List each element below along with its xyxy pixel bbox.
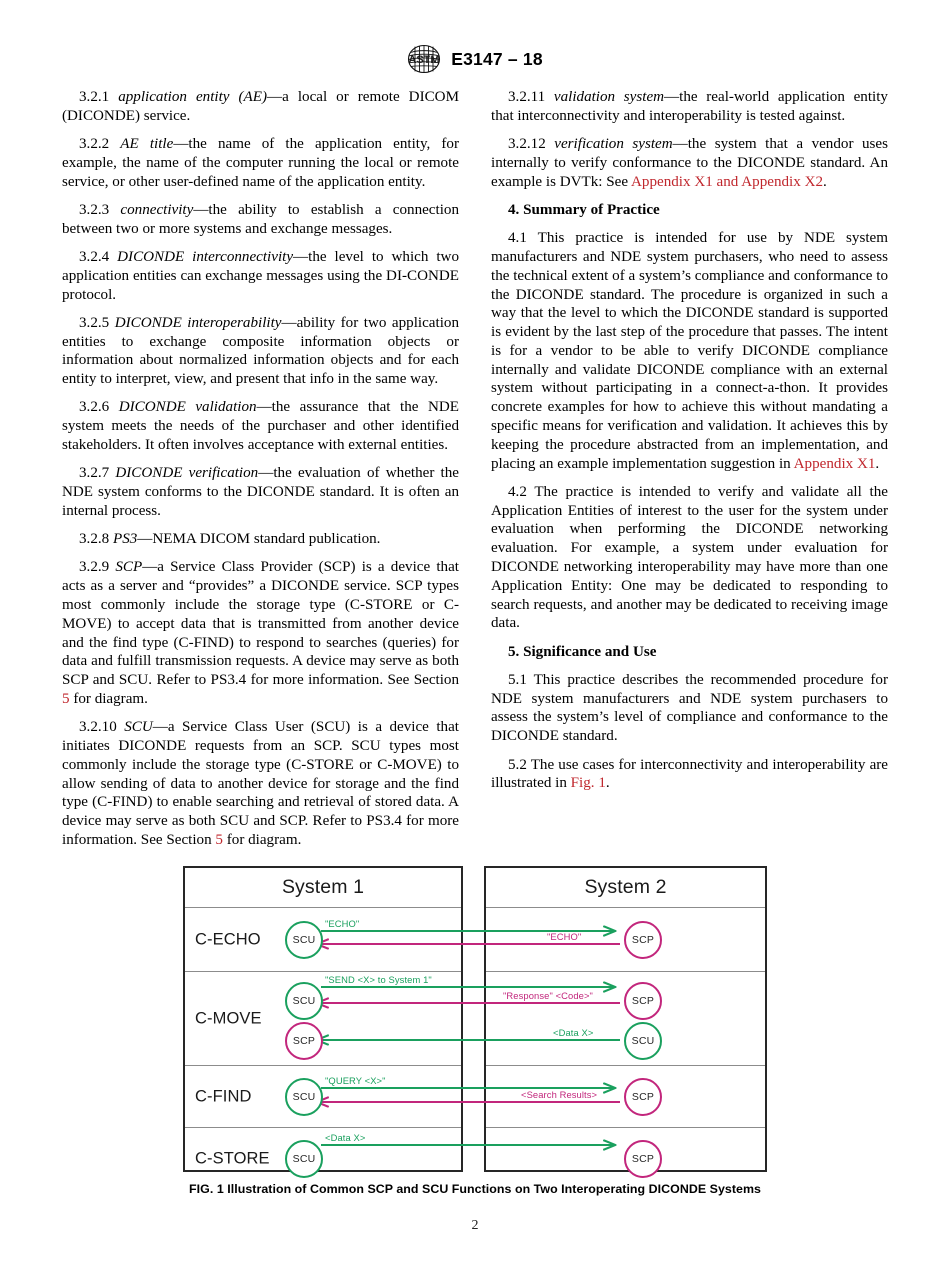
paragraph-3-2-12 — [491, 135, 888, 191]
row-label-c-find: C-FIND — [195, 1087, 252, 1105]
para-term: SCU — [124, 719, 153, 736]
para-term: DICONDE interoperability — [114, 314, 282, 331]
paragraph-3-2-5 — [62, 314, 459, 389]
paragraph-3-2-4 — [62, 248, 459, 304]
node-scp-store-right: SCP — [624, 1140, 662, 1178]
row-c-move-right — [486, 972, 765, 1066]
row-c-find-left — [185, 1066, 461, 1128]
para-number: 4.2 — [508, 483, 527, 500]
para-number: 3.2.11 — [508, 89, 546, 105]
appendix-xref-x1-x2[interactable]: Appendix X1 and Appendix X2 — [631, 173, 824, 190]
paragraph-3-2-8 — [62, 530, 459, 549]
paragraph-3-2-3 — [62, 201, 459, 239]
astm-logo-icon — [407, 44, 441, 74]
paragraph-3-2-11 — [491, 88, 888, 126]
para-number: 3.2.5 — [79, 314, 110, 331]
para-body-post: . — [605, 775, 610, 792]
para-body-pre: —a Service Class Provider (SCP) is a device that acts as a server and “provides” a DICONDE service. SCP types most commonly include the storage type (C-STORE or C-MOVE) to accept data that is transmitted from another device and the find type (C-FIND) to respond to searches (queries) for data and fulfill transmission requests. A device may serve as both SCP and SCU. Refer to PS3.4 for more information. See Section — [62, 559, 459, 689]
paragraph-3-2-9 — [62, 558, 459, 708]
para-body: —NEMA DICOM standard publication. — [137, 531, 381, 548]
para-number: 5.2 — [508, 756, 527, 773]
para-number: 3.2.4 — [79, 248, 110, 265]
diagram-canvas — [183, 866, 767, 1172]
appendix-xref-x1[interactable]: Appendix X1 — [793, 455, 876, 472]
row-label-c-echo: C-ECHO — [195, 930, 261, 948]
row-c-move-left — [185, 972, 461, 1066]
node-scp-find-right: SCP — [624, 1078, 662, 1116]
arrow-label-echo-request: "ECHO" — [325, 918, 360, 929]
left-column — [62, 88, 459, 850]
row-c-echo-right — [486, 908, 765, 972]
node-scp-echo-right: SCP — [624, 921, 662, 959]
figure-xref-fig1[interactable]: Fig. 1 — [570, 775, 606, 792]
paragraph-4-1 — [491, 229, 888, 473]
node-scu-find-left: SCU — [285, 1078, 323, 1116]
panel-title-system-2: System 2 — [486, 868, 765, 908]
arrow-label-move-data: <Data X> — [553, 1027, 594, 1038]
paragraph-3-2-2 — [62, 135, 459, 191]
para-term: AE title — [120, 136, 174, 153]
para-body-pre: —a Service Class User (SCU) is a device that initiates DICONDE requests from an SCP. SCU types most commonly include the storage type (C-STORE or C-MOVE) to allow sending of data to another device for storage and the find type (C-FIND) to enable searching and retrieval of stored data. A device may serve as both SCU and SCP. Refer to PS3.4 for more information. See Section — [62, 719, 459, 848]
node-scu-store-left: SCU — [285, 1140, 323, 1178]
para-term: PS3 — [112, 531, 138, 548]
svg-text:ASTM: ASTM — [408, 54, 440, 66]
paragraph-3-2-1 — [62, 88, 459, 126]
node-scp-move-left: SCP — [285, 1022, 323, 1060]
page-header — [0, 44, 950, 74]
para-term: DICONDE verification — [115, 465, 259, 482]
document-designation: E3147 – 18 — [451, 48, 543, 69]
para-body-pre: This practice is intended for use by NDE system manufacturers and NDE system purchasers, who need to assess the technical extent of a system’s compliance and conformance to the DICONDE standard. The procedure is organized in such a way that the level to which the DICONDE standard is supported is evident by the last step of the procedure that passes. The intent is for a vendor to be able to verify DICONDE compliance internally and validate DICONDE compliance with an external system without participating in a connect-a-thon. It provides concrete examples for how to achieve this without mandating a specific means for verification and validation. It achieves this by keeping the procedure abstracted from an implementation, and placing an example implementation suggestion in — [491, 230, 888, 472]
row-label-c-move: C-MOVE — [195, 1009, 262, 1027]
para-body: —the ability to establish a connection between two or more systems and exchange messages. — [62, 201, 459, 237]
para-term: verification system — [554, 136, 673, 153]
para-number: 3.2.7 — [79, 465, 110, 482]
para-body: —the evaluation of whether the NDE system conforms to the DICONDE standard. It is often an internal process. — [62, 465, 459, 519]
section-heading-5: 5. Significance and Use — [508, 643, 657, 660]
para-number: 3.2.2 — [79, 136, 110, 153]
para-number: 3.2.8 — [79, 531, 110, 548]
para-body-post: . — [823, 173, 827, 190]
arrow-label-move-response: "Response" <Code>" — [503, 990, 593, 1001]
para-number: 3.2.1 — [79, 89, 110, 105]
row-c-store-left — [185, 1128, 461, 1190]
para-number: 3.2.6 — [79, 399, 110, 416]
paragraph-5-2 — [491, 756, 888, 794]
paragraph-3-2-7 — [62, 464, 459, 520]
para-body: —ability for two application entities to exchange composite information objects or information about normalized information objects and for each entity to interpret, view, and present that info in the same way. — [62, 314, 459, 388]
para-number: 3.2.9 — [79, 559, 110, 576]
node-scu-echo-left: SCU — [285, 921, 323, 959]
para-body: —the level to which two application entities can exchange messages using the DI-CONDE protocol. — [62, 248, 459, 303]
para-term: DICONDE validation — [118, 399, 257, 416]
para-body: —the assurance that the NDE system meets the needs of the purchaser and other identified stakeholders. It often involves acceptance with external entities. — [62, 399, 459, 453]
arrow-label-echo-response: "ECHO" — [547, 931, 582, 942]
para-body-post: for diagram. — [222, 831, 302, 848]
figure-1 — [0, 866, 950, 1196]
arrow-label-move-send: "SEND <X> to System 1" — [325, 974, 432, 985]
para-term: application entity (AE) — [118, 89, 268, 105]
arrow-label-find-results: <Search Results> — [521, 1089, 598, 1100]
para-body-post: for diagram. — [69, 690, 148, 707]
para-body-pre: —the system that a vendor uses internally to verify conformance to the DICONDE standard. An example is DVTk: See — [491, 136, 889, 190]
para-body: —the real-world application entity that interconnectivity and interoperability is tested against. — [491, 89, 888, 124]
para-term: DICONDE interconnectivity — [117, 248, 294, 265]
para-number: 3.2.12 — [508, 136, 546, 153]
paragraph-4-2 — [491, 483, 888, 633]
para-body-pre: The use cases for interconnectivity and interoperability are illustrated in — [491, 756, 888, 792]
para-number: 5.1 — [508, 671, 527, 688]
row-c-echo-left — [185, 908, 461, 972]
para-body: The practice is intended to verify and validate all the Application Entities of interest to the user for the system under evaluation when performing the DICONDE networking evaluation. For example, a system under evaluation for DICONDE networking interoperability may have more than one Application Entity: One may be dedicated to responding to search requests, and another may be dedicated to receiving image data. — [491, 483, 888, 632]
para-term: SCP — [115, 559, 143, 576]
para-number: 3.2.10 — [79, 719, 117, 736]
panel-system-1 — [183, 866, 463, 1172]
section-heading-4: 4. Summary of Practice — [508, 201, 660, 218]
figure-caption: FIG. 1 Illustration of Common SCP and SCU Functions on Two Interoperating DICONDE Systems — [189, 1182, 761, 1196]
paragraph-3-2-6 — [62, 398, 459, 454]
panel-system-2 — [484, 866, 767, 1172]
node-scu-move-right: SCU — [624, 1022, 662, 1060]
para-term: validation system — [553, 89, 665, 105]
page-number: 2 — [471, 1218, 479, 1233]
para-number: 4.1 — [508, 230, 527, 247]
paragraph-5-1 — [491, 671, 888, 746]
para-body: —the name of the application entity, for example, the name of the computer running the local or remote service, or other user-defined name of the application entity. — [62, 136, 460, 190]
panel-title-system-1: System 1 — [185, 868, 461, 908]
arrow-label-find-query: "QUERY <X>" — [325, 1075, 386, 1086]
node-scp-move-right: SCP — [624, 982, 662, 1020]
section-xref-5[interactable]: 5 — [62, 690, 70, 707]
arrow-label-store-data: <Data X> — [325, 1132, 366, 1143]
para-body: —a local or remote DICOM (DICONDE) service. — [62, 89, 459, 124]
para-number: 3.2.3 — [79, 201, 110, 218]
right-column — [491, 88, 888, 850]
para-term: connectivity — [120, 201, 194, 218]
document-body — [62, 88, 888, 850]
row-c-store-right — [486, 1128, 765, 1190]
node-scu-move-left: SCU — [285, 982, 323, 1020]
para-body-post: . — [875, 455, 880, 472]
paragraph-3-2-10 — [62, 718, 459, 849]
section-xref-5[interactable]: 5 — [215, 831, 223, 848]
row-label-c-store: C-STORE — [195, 1149, 270, 1168]
para-body: This practice describes the recommended procedure for NDE system manufacturers and NDE system purchasers to assess the system’s level of compliance and conformance to the DICONDE standard. — [491, 671, 888, 745]
